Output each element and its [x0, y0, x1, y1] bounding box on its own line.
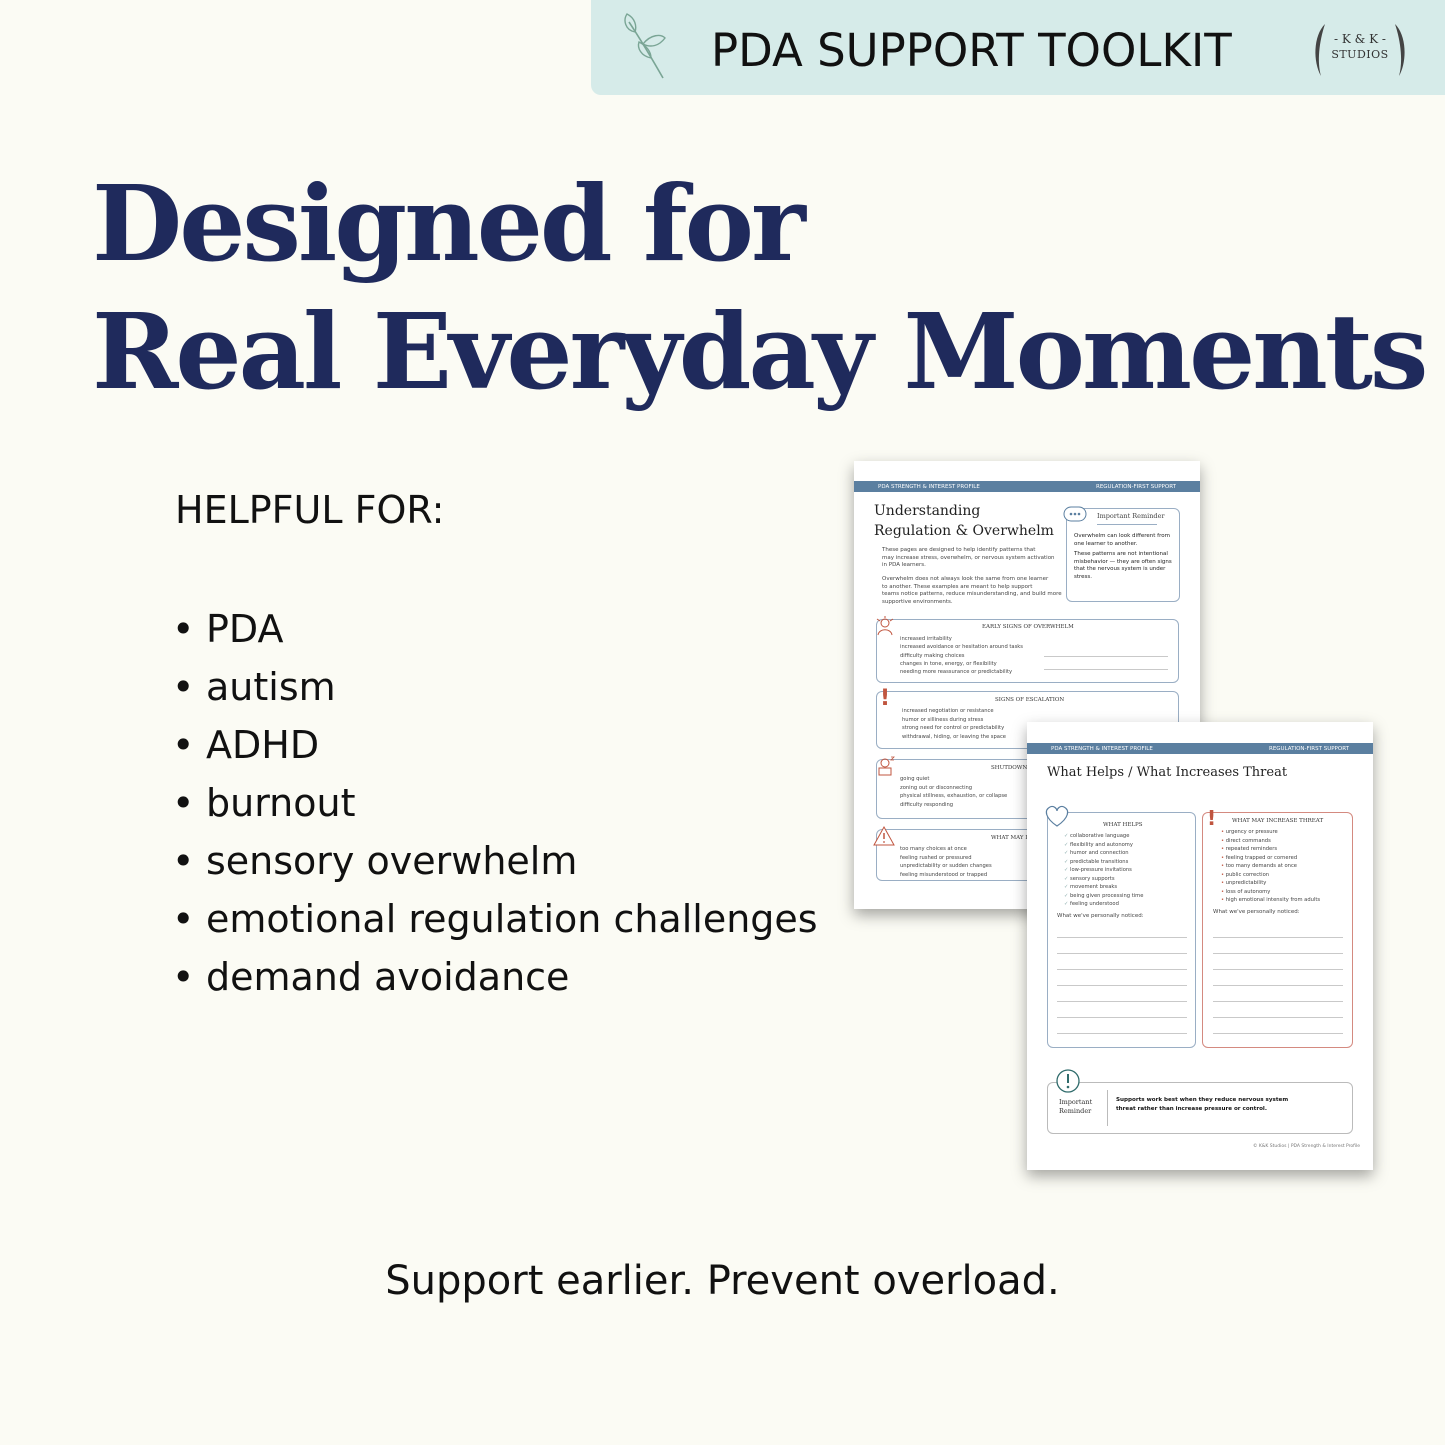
write-line: [1213, 985, 1343, 986]
write-line: [1213, 953, 1343, 954]
escalation-list: increased negotiation or resistance humor or silliness during stress strong need for control or predictability withdrawal, hiding, or leaving the space: [902, 708, 1007, 740]
what-increases-threat-list: • urgency or pressure • direct commands • repeated reminders • feeling trapped or cornered • too many demands at once • public correction • unpredictability • loss of autonomy • high emotional intensity from adults: [1221, 829, 1321, 903]
worksheet-header: [1027, 743, 1373, 754]
what-may-title: WHAT MAY I: [991, 835, 1028, 841]
intro-paragraph: These pages are designed to help identify patterns that may increase stress, overwhelm, or nervous system activation in PDA learners.: [882, 547, 1055, 568]
write-line: [1213, 1033, 1343, 1034]
top-banner: [591, 0, 1445, 95]
reminder-title: Important Reminder: [1097, 512, 1165, 520]
shutdown-list: going quiet zoning out or disconnecting physical stillness, exhaustion, or collapse difficulty responding: [900, 776, 1008, 808]
write-line: [1057, 1033, 1187, 1034]
write-line: [1057, 1001, 1187, 1002]
what-increases-threat-title: WHAT MAY INCREASE THREAT: [1232, 818, 1324, 824]
write-line: [1044, 656, 1168, 657]
list-item: • ADHD: [172, 723, 320, 767]
speech-bubble-icon: [1062, 505, 1088, 527]
stressed-person-icon: [874, 615, 896, 637]
header-left: PDA STRENGTH & INTEREST PROFILE: [1051, 745, 1153, 752]
headline-line1: Designed for: [92, 162, 803, 285]
write-line: [1044, 669, 1168, 670]
write-line: [1213, 969, 1343, 970]
early-signs-list: increased irritability increased avoidance or hesitation around tasks difficulty making choices changes in tone, energy, or flexibility needing more reassurance or predictability: [900, 636, 1024, 676]
helpful-list: [172, 600, 818, 1006]
kk-studios-logo: [1311, 22, 1409, 78]
noticed-label: What we've personally noticed:: [1057, 913, 1144, 919]
helpful-heading: HELPFUL FOR:: [175, 488, 445, 532]
headline-line2: Real Everyday Moments: [92, 290, 1426, 413]
noticed-label: What we've personally noticed:: [1213, 909, 1300, 915]
write-line: [1057, 985, 1187, 986]
what-helps-title: WHAT HELPS: [1103, 822, 1143, 828]
feather-icon: [1391, 22, 1409, 78]
worksheet-title-line1: Understanding: [874, 503, 981, 519]
page-headline: [92, 160, 1425, 416]
reminder-text-2: These patterns are not intentional misbehavior — they are often signs that the nervous system is under stress.: [1074, 551, 1172, 580]
warning-triangle-icon: [872, 825, 896, 847]
write-line: [1057, 1017, 1187, 1018]
list-item: • PDA: [172, 607, 284, 651]
what-helps-list: ✓ collaborative language ✓ flexibility and autonomy ✓ humor and connection ✓ predictable transitions ✓ low-pressure invitations ✓ sensory supports ✓ movement breaks ✓ being given processing time ✓ feeling understood: [1064, 833, 1144, 907]
write-line: [1057, 969, 1187, 970]
shutdown-title: SHUTDOWN: [991, 765, 1028, 771]
heart-icon: [1043, 804, 1071, 828]
early-signs-title: EARLY SIGNS OF OVERWHELM: [982, 624, 1074, 630]
exclamation-icon: !: [880, 686, 891, 711]
divider: [1097, 524, 1157, 525]
banner-title: PDA SUPPORT TOOLKIT: [711, 24, 1232, 77]
write-line: [1213, 1017, 1343, 1018]
header-right: REGULATION-FIRST SUPPORT: [1096, 483, 1176, 490]
divider: [1107, 1090, 1108, 1126]
escalation-title: SIGNS OF ESCALATION: [995, 697, 1065, 703]
list-item: • autism: [172, 665, 336, 709]
shutdown-person-icon: [874, 755, 896, 777]
worksheet-footer: © K&K Studios | PDA Strength & Interest Profile: [1253, 1144, 1361, 1149]
write-line: [1213, 1001, 1343, 1002]
tagline: Support earlier. Prevent overload.: [385, 1258, 1060, 1304]
write-line: [1213, 937, 1343, 938]
what-may-list: too many choices at once feeling rushed or pressured unpredictability or sudden changes feeling misunderstood or trapped: [900, 846, 992, 878]
worksheet-preview-what-helps: [1027, 722, 1373, 1170]
header-right: REGULATION-FIRST SUPPORT: [1269, 745, 1349, 752]
list-item: • demand avoidance: [172, 955, 570, 999]
reminder-label: Important Reminder: [1059, 1098, 1093, 1115]
reminder-text-1: Overwhelm can look different from one learner to another.: [1074, 533, 1170, 547]
feather-icon: [1311, 22, 1329, 78]
intro-paragraph-2: Overwhelm does not always look the same from one learner to another. These examples are meant to help support teams notice patterns, reduce misunderstanding, and build more supportive environments.: [882, 576, 1062, 605]
list-item: • burnout: [172, 781, 356, 825]
worksheet-title: What Helps / What Increases Threat: [1047, 765, 1288, 780]
logo-line1: - K & K -: [1334, 32, 1386, 46]
worksheet-title-line2: Regulation & Overwhelm: [874, 523, 1054, 539]
write-line: [1057, 953, 1187, 954]
exclamation-icon: !: [1207, 806, 1217, 830]
reminder-text: Supports work best when they reduce nervous system threat rather than increase pressure or control.: [1116, 1097, 1289, 1112]
logo-line2: STUDIOS: [1331, 48, 1389, 61]
header-left: PDA STRENGTH & INTEREST PROFILE: [878, 483, 980, 490]
list-item: • emotional regulation challenges: [172, 897, 818, 941]
write-line: [1057, 937, 1187, 938]
list-item: • sensory overwhelm: [172, 839, 578, 883]
worksheet-header: [854, 481, 1200, 492]
leaf-sprig-icon: [621, 12, 671, 82]
alert-circle-icon: [1055, 1068, 1081, 1094]
